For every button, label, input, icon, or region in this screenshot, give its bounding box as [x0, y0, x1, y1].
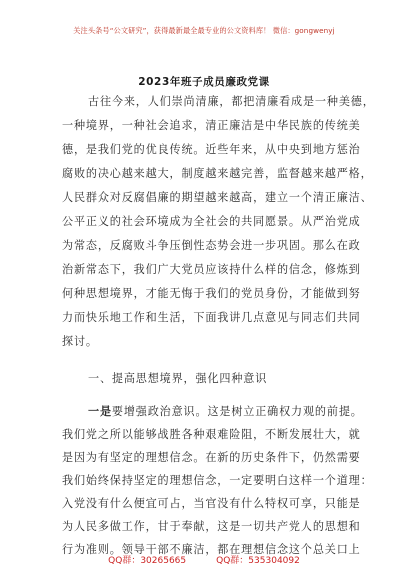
paragraph-line: 人民群众对反腐倡廉的期望越来越高，建立一个清正廉洁、: [62, 191, 373, 204]
paragraph-line: 公平正义的社会环境成为全社会的共同愿景。从严治党成: [62, 215, 361, 228]
paragraph-line: 行为准则。领导干部不廉洁，都在理想信念这个总关口上: [62, 543, 361, 556]
paragraph-line: 是因为有坚定的理想信念。在新的历史条件下，仍然需要: [62, 451, 361, 464]
paragraph-line: 为人民多做工作，甘于奉献，这是一切共产党人的思想和: [62, 520, 361, 533]
paragraph-line: 入党没有什么便宜可占，当官没有什么特权可享，只能是: [62, 497, 361, 510]
lead-text: 要增强政治意识。这是树立正确权力观的前提。: [111, 405, 363, 418]
paragraph-line: 治新常态下，我们广大党员应该持什么样的信念，修炼到: [62, 263, 361, 276]
paragraph-line: 为常态，反腐败斗争压倒性态势会进一步巩固。那么在政: [62, 239, 361, 252]
section-heading: 一、提高思想境界，强化四种意识: [88, 372, 268, 385]
paragraph-line: 我们始终保持坚定的理想信念，一定要明白这样一个道理：: [62, 474, 373, 487]
footer-qq-group-1: QQ群：30265665: [108, 556, 187, 566]
paragraph-line: 力而快乐地工作和生活，下面我讲几点意见与同志们共同: [62, 311, 361, 324]
paragraph-line: 何种思想境界，才能无悔于我们的党员身份，才能做到努: [62, 287, 361, 300]
paragraph-line: 我们党之所以能够战胜各种艰难险阻，不断发展壮大，就: [62, 428, 361, 441]
lead-bold-text: 一是: [88, 405, 112, 418]
footer-contact: [0, 553, 408, 566]
paragraph-line: 德，是我们党的优良传统。近些年来，从中央到地方惩治: [62, 143, 361, 156]
header-banner: 关注头条号“公文研究”，获得最新最全最专业的公文资料库！ 微信：gongwenyj: [73, 26, 335, 35]
document-title: 2023年班子成员廉政党课: [138, 76, 270, 88]
paragraph-line: 一种境界，一种社会追求，清正廉洁是中华民族的传统美: [62, 119, 361, 132]
paragraph-line: 腐败的决心越来越大，制度越来越完善，监督越来越严格，: [62, 167, 373, 180]
paragraph-line: 探讨。: [62, 335, 98, 348]
paragraph-line: 古往今来，人们崇尚清廉，都把清廉看成是一种美德，: [88, 95, 375, 108]
footer-qq-group-2: QQ群：535304092: [216, 556, 300, 566]
lead-paragraph-line: [88, 405, 363, 419]
